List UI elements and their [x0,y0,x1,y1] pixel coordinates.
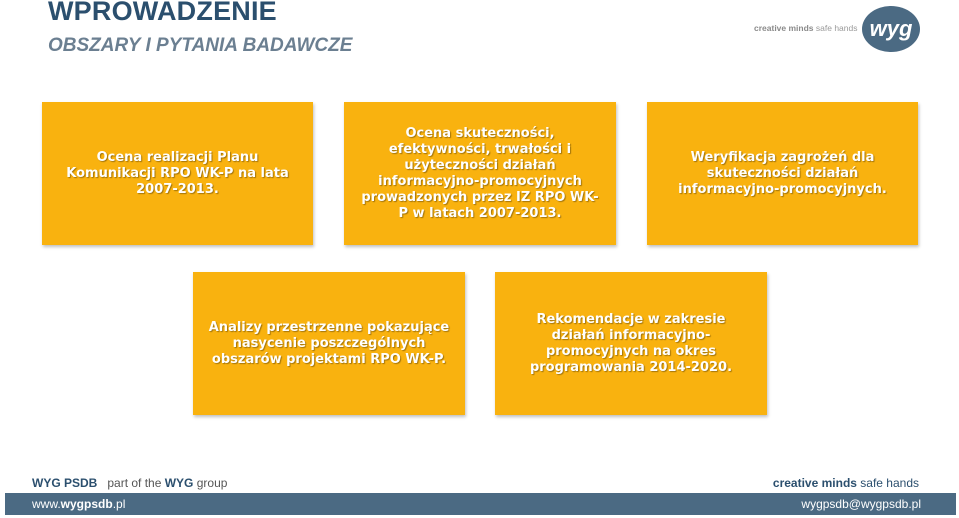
research-area-box-3 [647,102,918,245]
footer-tagline [773,476,919,490]
footer-part-of-prefix: part of the [107,476,165,490]
footer-website-bold: wygpsdb [60,497,113,511]
footer-website-suffix: .pl [112,497,126,511]
footer-company [32,476,227,490]
research-area-text: Rekomendacje w zakresie działań informacyjno-promocyjnych na okres programowania 2014-2020. [529,311,733,375]
research-area-text: Ocena realizacji Planu Komunikacji RPO WK-P na lata 2007-2013. [66,149,289,197]
research-area-text: Weryfikacja zagrożeń dla skuteczności działań informacyjno-promocyjnych. [678,149,887,197]
research-area-box-2 [344,102,616,245]
brand-tagline [754,23,857,33]
page-title: WPROWADZENIE [48,0,277,26]
logo-text: wyg [869,16,913,41]
footer-tagline-bold: creative minds [772,476,857,490]
research-area-text: Analizy przestrzenne pokazujące nasycenie poszczególnych obszarów projektami RPO WK-P. [208,319,450,367]
footer-website-prefix: www. [32,497,61,511]
research-area-box-4 [193,272,465,415]
footer-part-of-bold: WYG [164,476,194,490]
research-area-text: Ocena skuteczności, efektywności, trwałości i użyteczności działań informacyjno-promocyjnych prowadzonych przez IZ RPO WK-P w latach 2007-2013. [361,125,599,221]
footer-company-name: WYG PSDB [32,476,98,490]
footer-email-link[interactable]: wygpsdb@wygpsdb.pl [801,497,921,511]
footer [0,474,959,492]
brand-tagline-bold: creative minds [754,23,814,33]
footer-website-link[interactable] [32,497,125,511]
research-area-box-5 [495,272,767,415]
footer-bar [5,493,956,515]
footer-part-of-suffix: group [193,476,228,490]
wyg-logo [861,5,921,53]
footer-tagline-rest: safe hands [856,476,919,490]
page-subtitle: OBSZARY I PYTANIA BADAWCZE [48,35,353,56]
footer-part-of [107,476,227,490]
research-area-box-1 [42,102,313,245]
brand-tagline-rest: safe hands [813,23,858,33]
